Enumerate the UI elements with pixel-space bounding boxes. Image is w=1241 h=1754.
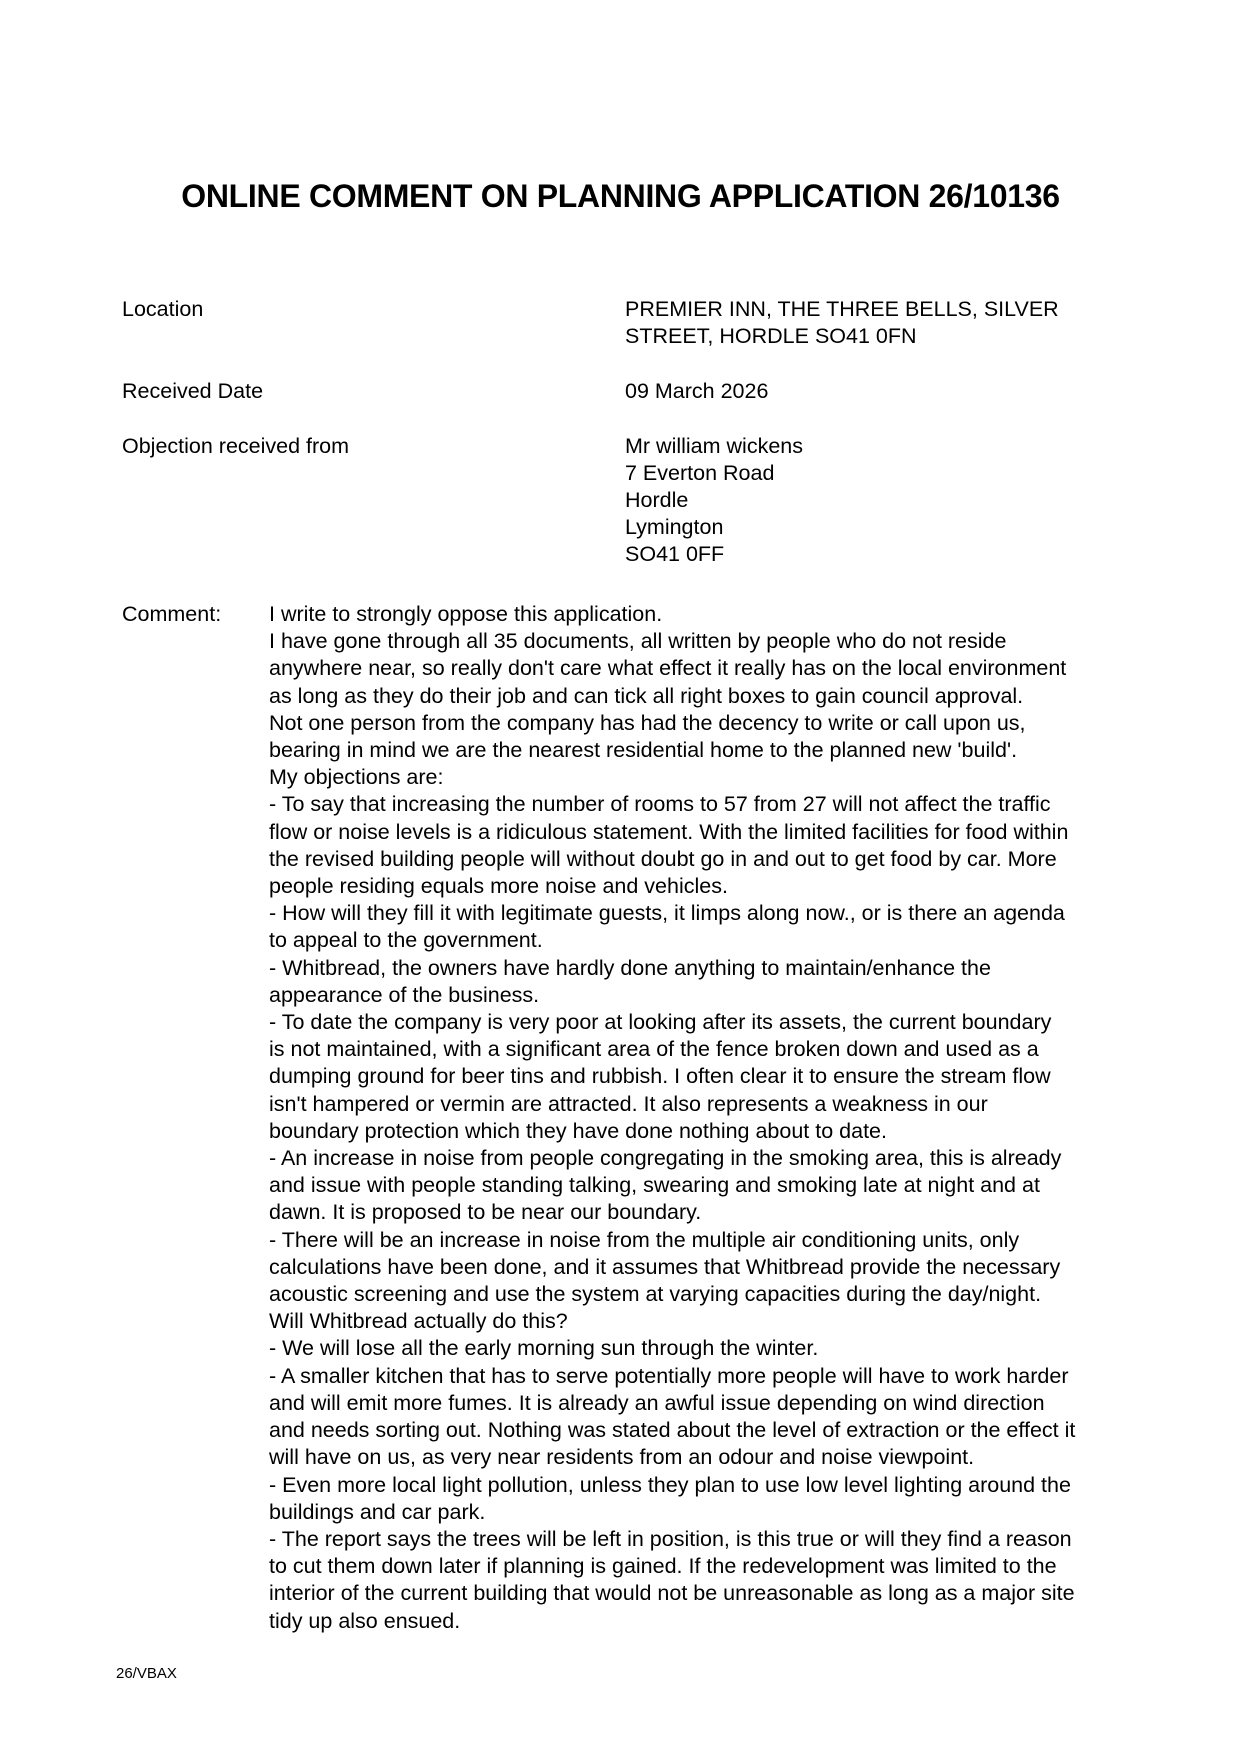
comment-line: appearance of the business. — [269, 982, 540, 1007]
objector-address — [625, 433, 1185, 568]
comment-line: and will emit more fumes. It is already an awful issue depending on wind direction — [269, 1390, 1045, 1415]
comment-line: tidy up also ensued. — [269, 1608, 461, 1633]
objector-address-line: Lymington — [625, 515, 724, 539]
comment-line: dumping ground for beer tins and rubbish. I often clear it to ensure the stream flow — [269, 1064, 1051, 1089]
location-label: Location — [122, 297, 204, 321]
comment-line: as long as they do their job and can tick all right boxes to gain council approval. — [269, 683, 1024, 708]
received-date-value: 09 March 2026 — [625, 379, 769, 403]
comment-line: My objections are: — [269, 765, 444, 790]
comment-line: - To say that increasing the number of rooms to 57 from 27 will not affect the traffic — [269, 792, 1051, 817]
comment-line: boundary protection which they have done nothing about to date. — [269, 1118, 887, 1143]
location-value — [625, 296, 1185, 350]
objection-label: Objection received from — [122, 434, 350, 458]
comment-line: acoustic screening and use the system at varying capacities during the day/night. — [269, 1282, 1042, 1307]
comment-line: buildings and car park. — [269, 1499, 486, 1524]
comment-line: flow or noise levels is a ridiculous statement. With the limited facilities for food within — [269, 819, 1069, 844]
comment-line: - The report says the trees will be left in position, is this true or will they find a reason — [269, 1526, 1072, 1551]
comment-line: - There will be an increase in noise from the multiple air conditioning units, only — [269, 1227, 1020, 1252]
comment-line: interior of the current building that would not be unreasonable as long as a major site — [269, 1581, 1075, 1606]
comment-line: - How will they fill it with legitimate guests, it limps along now., or is there an agenda — [269, 901, 1065, 926]
objector-address-line: Hordle — [625, 488, 689, 512]
comment-line: Not one person from the company has had the decency to write or call upon us, — [269, 710, 1026, 735]
comment-line: and needs sorting out. Nothing was stated about the level of extraction or the effect it — [269, 1418, 1076, 1443]
received-date-label: Received Date — [122, 379, 264, 403]
comment-line: I have gone through all 35 documents, all written by people who do not reside — [269, 629, 1007, 654]
comment-line: - Even more local light pollution, unless they plan to use low level lighting around the — [269, 1472, 1071, 1497]
comment-line: people residing equals more noise and vehicles. — [269, 874, 728, 899]
comment-line: to appeal to the government. — [269, 928, 543, 953]
location-line: STREET, HORDLE SO41 0FN — [625, 324, 917, 348]
comment-line: and issue with people standing talking, swearing and smoking late at night and at — [269, 1173, 1040, 1198]
page-title: ONLINE COMMENT ON PLANNING APPLICATION 26/10136 — [181, 178, 1060, 214]
location-line: PREMIER INN, THE THREE BELLS, SILVER — [625, 297, 1059, 321]
comment-line: isn't hampered or vermin are attracted. It also represents a weakness in our — [269, 1091, 988, 1116]
comment-line: to cut them down later if planning is gained. If the redevelopment was limited to the — [269, 1554, 1057, 1579]
comment-line: I write to strongly oppose this application. — [269, 602, 663, 626]
comment-line: anywhere near, so really don't care what effect it really has on the local environment — [269, 656, 1067, 681]
comment-body — [269, 601, 1139, 1635]
comment-line: - A smaller kitchen that has to serve potentially more people will have to work harder — [269, 1363, 1069, 1388]
comment-line: calculations have been done, and it assumes that Whitbread provide the necessary — [269, 1254, 1061, 1279]
objector-postcode: SO41 0FF — [625, 542, 725, 566]
comment-line: - Whitbread, the owners have hardly done anything to maintain/enhance the — [269, 955, 991, 980]
objector-name: Mr william wickens — [625, 434, 803, 458]
comment-line: - To date the company is very poor at looking after its assets, the current boundary — [269, 1010, 1052, 1035]
comment-line: the revised building people will without doubt go in and out to get food by car. More — [269, 846, 1057, 871]
comment-line: dawn. It is proposed to be near our boundary. — [269, 1200, 702, 1225]
comment-line: will have on us, as very near residents from an odour and noise viewpoint. — [269, 1445, 975, 1470]
objector-address-line: 7 Everton Road — [625, 461, 775, 485]
comment-line: - An increase in noise from people congregating in the smoking area, this is already — [269, 1146, 1062, 1171]
comment-line: Will Whitbread actually do this? — [269, 1309, 568, 1334]
comment-line: - We will lose all the early morning sun through the winter. — [269, 1336, 819, 1361]
comment-line: bearing in mind we are the nearest residential home to the planned new 'build'. — [269, 738, 1018, 763]
footer-reference: 26/VBAX — [116, 1665, 177, 1682]
comment-label: Comment: — [122, 602, 222, 626]
comment-line: is not maintained, with a significant area of the fence broken down and used as a — [269, 1037, 1039, 1062]
